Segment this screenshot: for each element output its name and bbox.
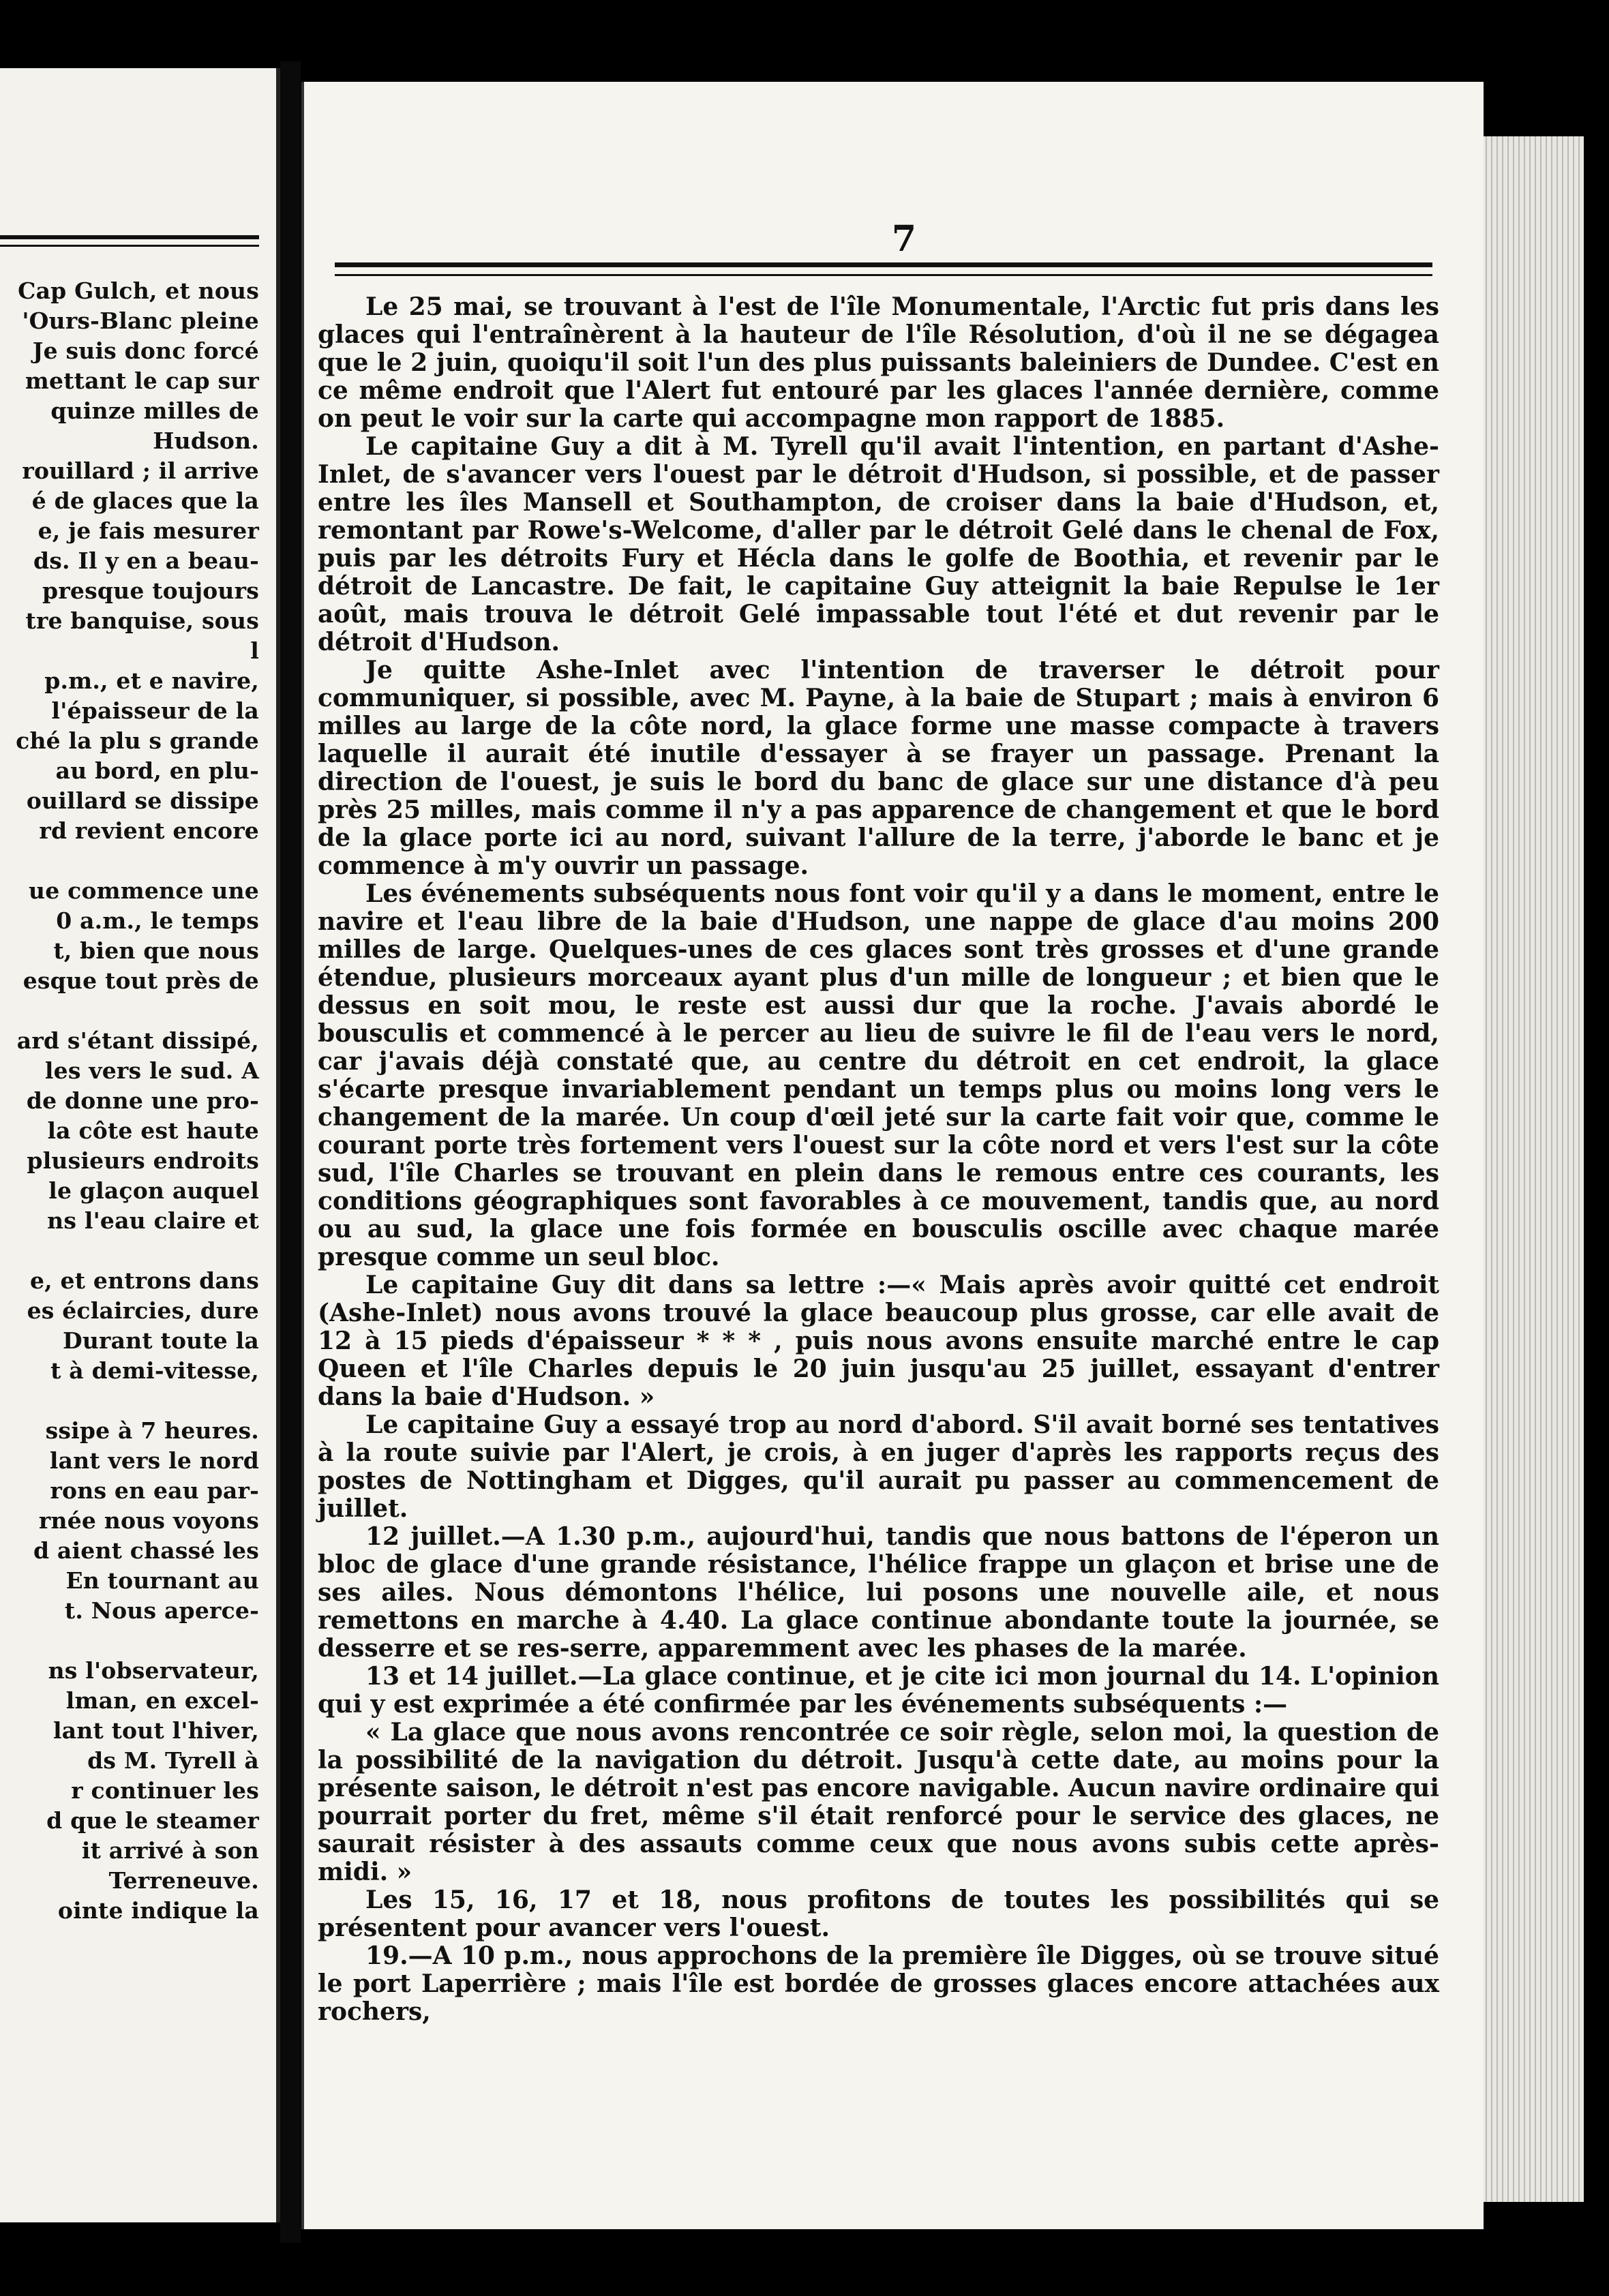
left-page-line: lant tout l'hiver, [52, 1717, 259, 1744]
page-number: 7 [891, 218, 917, 260]
left-page-line: r continuer les [71, 1777, 259, 1804]
left-page-line: esque tout près de [22, 967, 259, 994]
left-page-line: e, je fais mesurer [37, 517, 259, 544]
left-page-line: Terreneuve. [108, 1867, 259, 1894]
paragraph: Le capitaine Guy a dit à M. Tyrell qu'il avait l'intention, en partant d'Ashe-Inlet, de s'avancer vers l'ouest par le détroit d'Hudson, si possible, et de passer entre les îles Mansell et Southampton, de croiser dans la baie d'Hudson, et, remontant par Rowe's-Welcome, d'aller par le détroit Gelé dans le chenal de Fox, puis par les détroits Fury et Hécla dans le golfe de Boothia, et revenir par le détroit de Lancastre. De fait, le capitaine Guy atteignit la baie Repulse le 1er août, mais trouva le détroit Gelé impassable tout l'été et dut revenir par le détroit d'Hudson. [318, 432, 1439, 656]
left-page-line: presque toujours [42, 577, 259, 604]
left-page-line: ouillard se dissipe [26, 787, 259, 814]
left-page-text [0, 276, 259, 1926]
left-page-rule [0, 235, 259, 239]
left-page-line: au bord, en plu- [55, 757, 259, 784]
left-page-line [0, 1236, 259, 1266]
left-page-line: é de glaces que la [31, 487, 259, 514]
left-page-line: p.m., et e navire, [44, 667, 259, 694]
left-page-line: Hudson. [153, 427, 259, 454]
left-page-line: Je suis donc forcé [32, 337, 259, 364]
right-page [301, 82, 1484, 2229]
header-rule [335, 262, 1432, 267]
left-page-line: ssipe à 7 heures. [45, 1417, 259, 1444]
left-page-line: rd revient encore [39, 817, 259, 844]
header-rule-thin [335, 274, 1432, 276]
left-page-line: En tournant au [65, 1567, 259, 1594]
paragraph: Le 25 mai, se trouvant à l'est de l'île Monumentale, l'Arctic fut pris dans les glaces qui l'entraînèrent à la hauteur de l'île Résolution, d'où il ne se dégagea que le 2 juin, quoiqu'il soit l'un des plus puissants baleiniers de Dundee. C'est en ce même endroit que l'Alert fut entouré par les glaces l'année dernière, comme on peut le voir sur la carte qui accompagne mon rapport de 1885. [318, 292, 1439, 433]
left-page-line: d que le steamer [46, 1807, 259, 1834]
left-page-line: it arrivé à son [81, 1837, 259, 1864]
left-page-line: ointe indique la [57, 1897, 259, 1924]
left-page-line: le glaçon auquel [48, 1177, 259, 1204]
left-page-line: rouillard ; il arrive [22, 457, 259, 484]
left-page-line: ns l'eau claire et [47, 1207, 259, 1234]
left-page-line: de donne une pro- [26, 1087, 259, 1114]
left-page-line: e, et entrons dans [29, 1267, 259, 1294]
left-page-line: ns l'observateur, [48, 1657, 259, 1684]
paragraph: Le capitaine Guy a essayé trop au nord d'abord. S'il avait borné ses tentatives à la route suivie par l'Alert, je crois, à en juger d'après les rapports reçus des postes de Nottingham et Digges, qu'il aurait pu passer au commencement de juillet. [318, 1410, 1439, 1523]
left-page-line [0, 1626, 259, 1656]
left-page-line: t à demi-vitesse, [50, 1357, 259, 1384]
left-page-line [0, 846, 259, 876]
left-page-line: ché la plu s grande [16, 727, 259, 754]
left-page-line: ds M. Tyrell à [87, 1747, 259, 1774]
left-page-line: 'Ours-Blanc pleine [22, 307, 259, 334]
left-page-line: les vers le sud. A [44, 1057, 259, 1084]
paragraph: « La glace que nous avons rencontrée ce soir règle, selon moi, la question de la possibilité de la navigation du détroit. Jusqu'à cette date, au moins pour la présente saison, le détroit n'est pas encore navigable. Aucun navire ordinaire qui pourrait porter du fret, même s'il était renforcé pour le service des glaces, ne saurait résister à des assauts comme ceux que nous avons subis cette après-midi. » [318, 1718, 1439, 1886]
book-gutter [280, 61, 301, 2243]
left-page-line: la côte est haute [47, 1117, 259, 1144]
left-page-line: ue commence une [29, 877, 259, 904]
left-page-line: ds. Il y en a beau- [33, 547, 259, 574]
left-page-rule-thin [0, 245, 259, 247]
left-page-line: mettant le cap sur [25, 367, 259, 394]
body-text [318, 293, 1439, 2026]
left-page-line: Cap Gulch, et nous [18, 277, 259, 304]
paragraph: 19.—A 10 p.m., nous approchons de la première île Digges, où se trouve situé le port Laperrière ; mais l'île est bordée de grosses glaces encore attachées aux rochers, [318, 1942, 1439, 2026]
paragraph: Je quitte Ashe-Inlet avec l'intention de traverser le détroit pour communiquer, si possible, avec M. Payne, à la baie de Stupart ; mais à environ 6 milles au large de la côte nord, la glace forme une masse compacte à travers laquelle il aurait été inutile d'essayer à se frayer un passage. Prenant la direction de l'ouest, je suis le bord du banc de glace sur une distance d'à peu près 25 milles, mais comme il n'y a pas apparence de changement et que le bord de la glace porte ici au nord, suivant l'allure de la terre, j'aborde le banc et je commence à m'y ouvrir un passage. [318, 656, 1439, 880]
left-page-line: l'épaisseur de la [51, 697, 259, 724]
left-page-line: t, bien que nous [53, 937, 259, 964]
paragraph: Les 15, 16, 17 et 18, nous profitons de toutes les possibilités qui se présentent pour avancer vers l'ouest. [318, 1886, 1439, 1942]
left-page-line: l [250, 637, 259, 664]
left-page-line: es éclaircies, dure [27, 1297, 259, 1324]
left-page-line: quinze milles de [50, 397, 259, 424]
paragraph: 13 et 14 juillet.—La glace continue, et je cite ici mon journal du 14. L'opinion qui y est exprimée a été confirmée par les événements subséquents :— [318, 1662, 1439, 1719]
left-page-line [0, 1386, 259, 1416]
left-page-line: lant vers le nord [49, 1447, 259, 1474]
paragraph: Les événements subséquents nous font voir qu'il y a dans le moment, entre le navire et l'eau libre de la baie d'Hudson, une nappe de glace d'au moins 200 milles de large. Quelques-unes de ces glaces sont très grosses et d'une grande étendue, plusieurs morceaux ayant plus d'un mille de longueur ; et bien que le dessus en soit mou, le reste est aussi dur que la roche. J'avais abordé le bousculis et commencé à le percer au lieu de suivre le fil de l'eau vers le nord, car j'avais déjà constaté que, au centre du détroit en cet endroit, la glace s'écarte presque invariablement pendant un temps plus ou moins long vers le changement de la marée. Un coup d'œil jeté sur la carte fait voir que, comme le courant porte très fortement vers l'ouest sur la côte nord et vers l'est sur la côte sud, l'île Charles se trouvant en plein dans le remous entre ces courants, les conditions géographiques sont favorables à ce mouvement, tandis que, au nord ou au sud, la glace une fois formée en bousculis oscille avec chaque marée presque comme un seul bloc. [318, 879, 1439, 1271]
left-page-line [0, 996, 259, 1026]
left-page-line: Durant toute la [63, 1327, 259, 1354]
left-page-line: plusieurs endroits [27, 1147, 259, 1174]
paragraph: 12 juillet.—A 1.30 p.m., aujourd'hui, tandis que nous battons de l'éperon un bloc de glace d'une grande résistance, l'hélice frappe un glaçon et brise une de ses ailes. Nous démontons l'hélice, lui posons une nouvelle aile, et nous remettons en marche à 4.40. La glace continue abondante toute la journée, se desserre et se res-serre, apparemment avec les phases de la marée. [318, 1522, 1439, 1663]
left-page-line: lman, en excel- [65, 1687, 259, 1714]
left-page-line: 0 a.m., le temps [56, 907, 259, 934]
left-page-line: tre banquise, sous [25, 607, 259, 634]
left-page-line: rons en eau par- [50, 1477, 259, 1504]
left-page-line: rnée nous voyons [38, 1507, 259, 1534]
left-page-line: t. Nous aperce- [64, 1597, 259, 1624]
paragraph: Le capitaine Guy dit dans sa lettre :—« Mais après avoir quitté cet endroit (Ashe-Inlet) nous avons trouvé la glace beaucoup plus grosse, car elle avait de 12 à 15 pieds d'épaisseur * * * , puis nous avons ensuite marché entre le cap Queen et l'île Charles depuis le 20 juin jusqu'au 25 juillet, essayant d'entrer dans la baie d'Hudson. » [318, 1271, 1439, 1411]
left-page [0, 68, 280, 2222]
left-page-line: ard s'étant dissipé, [16, 1027, 259, 1054]
left-page-line: d aient chassé les [33, 1537, 259, 1564]
